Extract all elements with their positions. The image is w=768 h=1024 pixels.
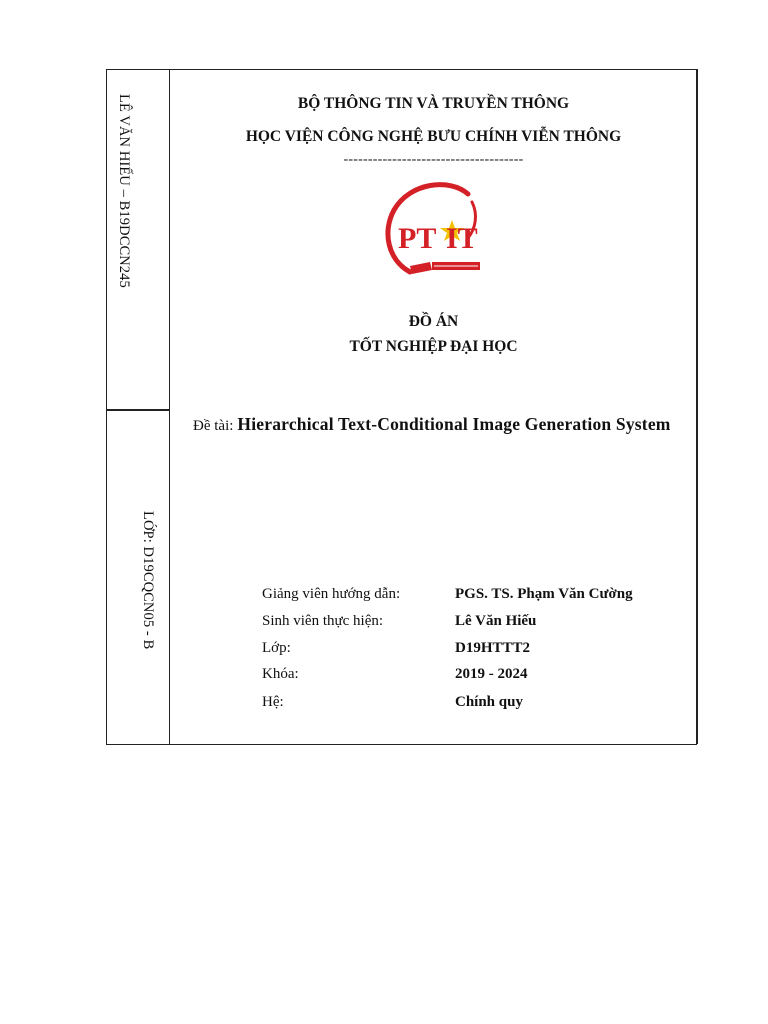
- cover-frame-right-border: [696, 69, 698, 744]
- document-subtype: TỐT NGHIỆP ĐẠI HỌC: [349, 338, 518, 355]
- spine-student-name: LÊ VĂN HIẾU – B19DCCN245: [116, 94, 132, 288]
- spine-divider: [106, 409, 170, 411]
- program-label: Hệ:: [262, 694, 284, 710]
- svg-text:PT: PT: [398, 222, 437, 255]
- course-value: 2019 - 2024: [455, 666, 528, 682]
- topic-label: Đề tài:: [193, 418, 234, 434]
- class-value: D19HTTT2: [455, 640, 531, 656]
- cover-frame: [106, 69, 697, 745]
- program-value: Chính quy: [455, 694, 523, 710]
- course-label: Khóa:: [262, 666, 299, 682]
- topic-line: [193, 414, 671, 435]
- student-value: Lê Văn Hiếu: [455, 613, 537, 629]
- advisor-label: Giảng viên hướng dẫn:: [262, 586, 401, 602]
- institute-name: HỌC VIỆN CÔNG NGHỆ BƯU CHÍNH VIỄN THÔNG: [245, 128, 622, 145]
- ptit-logo: [380, 180, 484, 278]
- topic-title: Hierarchical Text-Conditional Image Generation System: [237, 414, 671, 434]
- student-label: Sinh viên thực hiện:: [262, 613, 384, 629]
- class-label: Lớp:: [262, 640, 291, 656]
- document-type: ĐỒ ÁN: [408, 313, 459, 330]
- advisor-value: PGS. TS. Phạm Văn Cường: [455, 586, 633, 602]
- svg-text:IT: IT: [446, 222, 478, 255]
- spine-class: LỚP: D19CQCN05 - B: [140, 511, 156, 650]
- ministry-name: BỘ THÔNG TIN VÀ TRUYỀN THÔNG: [297, 95, 570, 112]
- header-separator: -------------------------------------: [343, 152, 524, 167]
